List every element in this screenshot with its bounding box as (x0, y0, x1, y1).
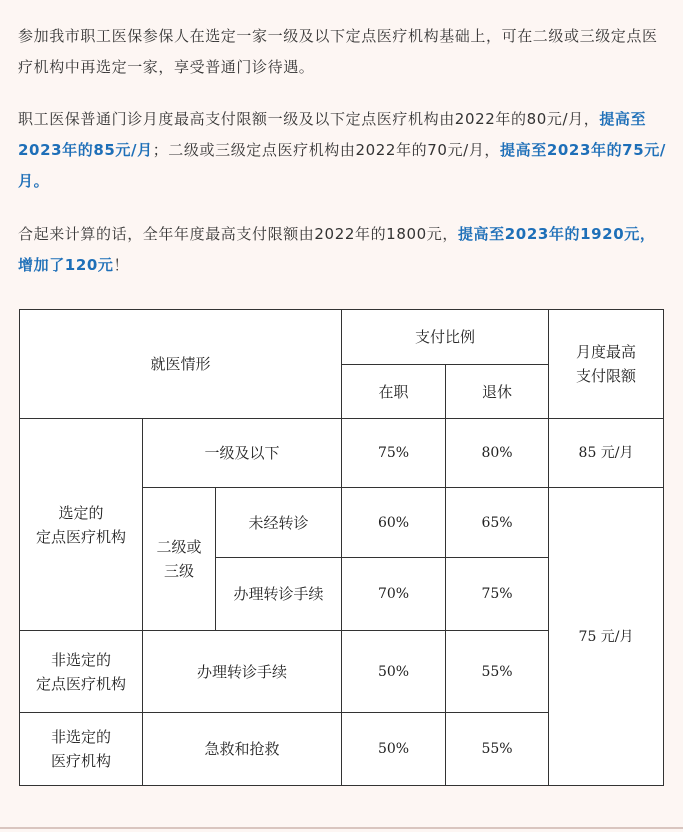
cell-employed-ratio: 70% (342, 558, 446, 631)
row-label-emergency: 急救和抢救 (143, 713, 342, 786)
highlight-text: 提高至2023年的75元/月。 (18, 141, 666, 190)
cell-retired-ratio: 55% (446, 631, 549, 713)
cell-employed-ratio: 50% (342, 631, 446, 713)
header-retired: 退休 (446, 365, 549, 419)
header-payment-ratio: 支付比例 (342, 310, 549, 365)
highlight-text: 提高至2023年的85元/月 (18, 110, 647, 159)
paragraph-selection-rule (18, 21, 666, 83)
group-nonselected-fixed-institution: 非选定的 定点医疗机构 (20, 631, 143, 713)
payment-table-wrapper (19, 309, 664, 786)
cell-retired-ratio: 75% (446, 558, 549, 631)
header-monthly-limit: 月度最高 支付限额 (549, 310, 664, 419)
paragraph-monthly-limit (18, 104, 666, 197)
row-label-level1: 一级及以下 (143, 419, 342, 488)
cell-employed-ratio: 75% (342, 419, 446, 488)
paragraph-text: ；二级或三级定点医疗机构由2022年的70元/月， (152, 141, 501, 159)
cell-employed-ratio: 50% (342, 713, 446, 786)
paragraph-text: 参加我市职工医保参保人在选定一家一级及以下定点医疗机构基础上，可在二级或三级定点医疗机构中再选定一家，享受普通门诊待遇。 (18, 27, 658, 76)
header-employed: 在职 (342, 365, 446, 419)
group-selected-institution: 选定的 定点医疗机构 (20, 419, 143, 631)
payment-table (19, 309, 664, 786)
cell-monthly-limit-level1: 85 元/月 (549, 419, 664, 488)
paragraph-annual-limit (18, 219, 666, 281)
highlight-text: 提高至2023年的1920元，增加了120元 (18, 225, 656, 274)
group-nonselected-institution: 非选定的 医疗机构 (20, 713, 143, 786)
cell-retired-ratio: 55% (446, 713, 549, 786)
cell-retired-ratio: 80% (446, 419, 549, 488)
divider (0, 827, 683, 829)
paragraph-text: ！ (113, 256, 130, 274)
row-label-referral-nonselected: 办理转诊手续 (143, 631, 342, 713)
header-situation: 就医情形 (20, 310, 342, 419)
cell-employed-ratio: 60% (342, 488, 446, 558)
paragraph-text: 合起来计算的话，全年年度最高支付限额由2022年的1800元， (18, 225, 458, 243)
paragraph-text: 职工医保普通门诊月度最高支付限额一级及以下定点医疗机构由2022年的80元/月， (18, 110, 600, 128)
cell-retired-ratio: 65% (446, 488, 549, 558)
cell-monthly-limit-others: 75 元/月 (549, 488, 664, 786)
row-label-referral: 办理转诊手续 (216, 558, 342, 631)
group-level2-or-3: 二级或 三级 (143, 488, 216, 631)
row-label-no-referral: 未经转诊 (216, 488, 342, 558)
